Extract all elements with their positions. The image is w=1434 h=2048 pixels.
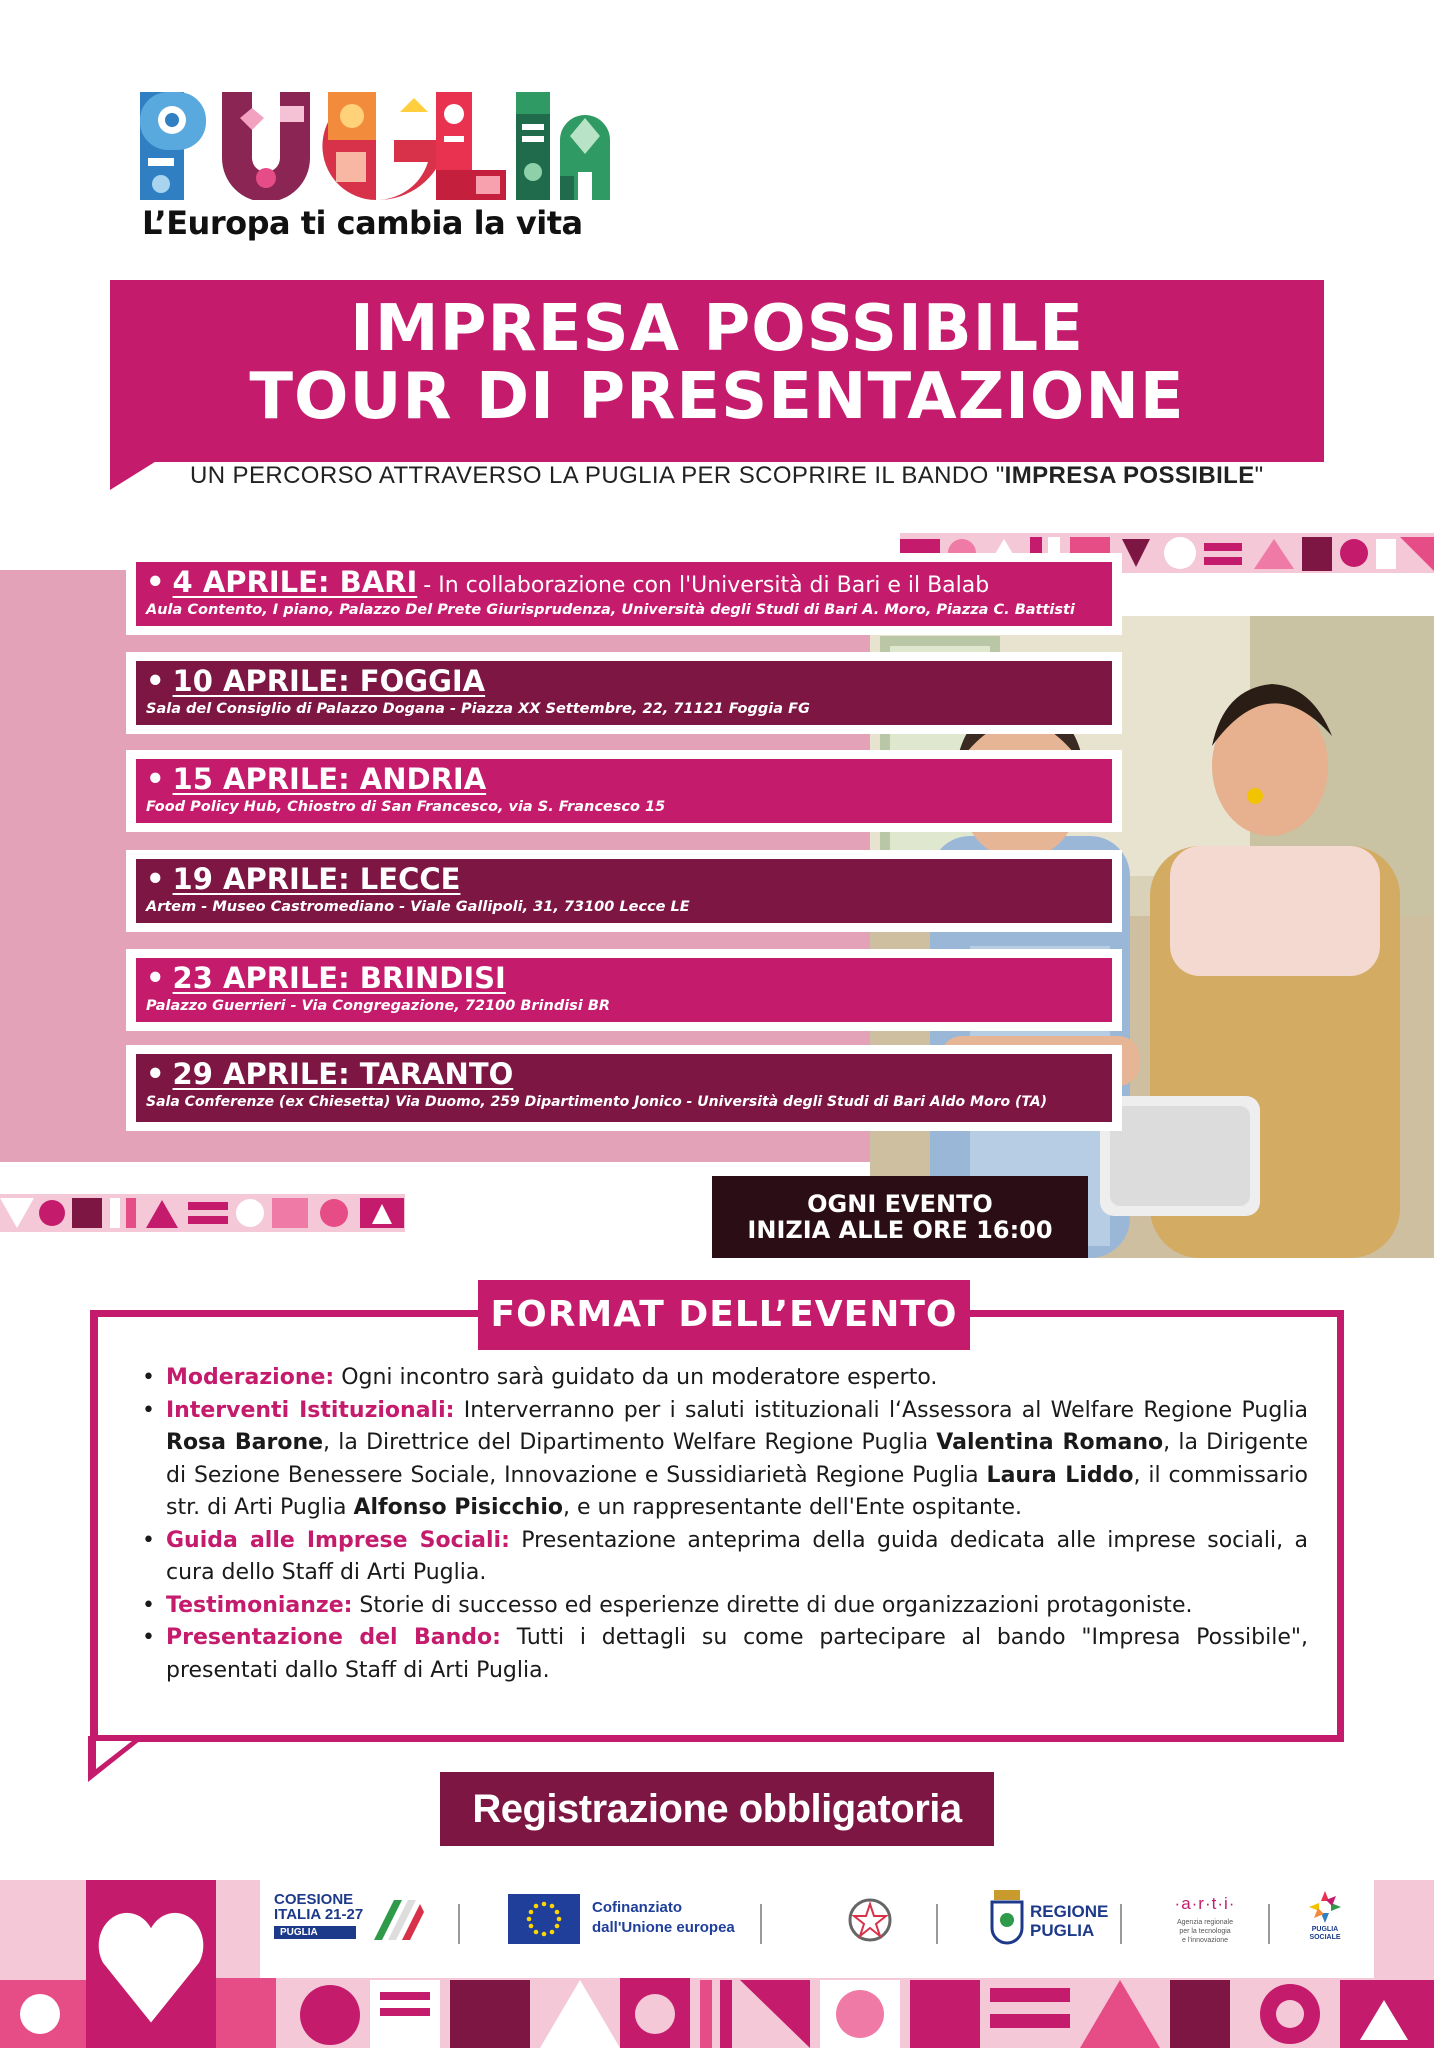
coesione-flag-icon — [370, 1894, 424, 1944]
event-title — [146, 961, 1112, 995]
format-item-text: Tutti i dettagli su come partecipare al bando "Impresa Possibile", presentati dallo Staff di Arti Puglia. — [166, 1625, 1309, 1683]
regione-line-2: PUGLIA — [1030, 1921, 1095, 1940]
event-bar — [136, 661, 1112, 725]
format-box-tail-inner — [96, 1741, 132, 1769]
event-card-foggia — [126, 652, 1122, 734]
speaker-name: Valentina Romano — [936, 1430, 1164, 1455]
coesione-italia-logo — [274, 1892, 363, 1939]
subtitle-pre: UN PERCORSO ATTRAVERSO LA PUGLIA PER SCOPRIRE IL BANDO " — [190, 462, 1005, 489]
format-item-label: Interventi Istituzionali: — [166, 1397, 455, 1423]
format-item-text: , e un rappresentante dell'Ente ospitante. — [562, 1495, 1023, 1520]
event-date-city: 23 APRILE: BRINDISI — [172, 961, 506, 995]
event-card-brindisi — [126, 949, 1122, 1031]
event-title — [146, 762, 1112, 796]
divider — [760, 1904, 762, 1944]
bullet-icon: • — [146, 1057, 165, 1091]
event-title — [146, 664, 1112, 698]
eu-logo-text — [592, 1898, 735, 1938]
logo-letter-l — [436, 92, 506, 200]
title-line-1: IMPRESA POSSIBILE — [350, 292, 1084, 366]
event-bar — [136, 958, 1112, 1022]
divider — [1268, 1904, 1270, 1944]
format-title: FORMAT DELL’EVENTO — [478, 1280, 970, 1350]
event-title — [146, 1057, 1112, 1091]
event-bar — [136, 1054, 1112, 1122]
regione-puglia-crest-icon — [990, 1890, 1024, 1946]
coesione-line-1: COESIONE — [274, 1891, 354, 1908]
divider — [1120, 1904, 1122, 1944]
format-item-text: Ogni incontro sarà guidato da un moderatore esperto. — [334, 1365, 938, 1390]
event-venue: Palazzo Guerrieri - Via Congregazione, 72100 Brindisi BR — [146, 998, 611, 1014]
tagline: L’Europa ti cambia la vita — [142, 204, 583, 242]
format-item-text: , la Dirigente di Sezione Benessere Sociale, Innovazione e Sussidiarietà Regione Puglia — [166, 1430, 1308, 1488]
format-item-label: Presentazione del Bando: — [166, 1625, 501, 1650]
start-time-line-2: INIZIA ALLE ORE 16:00 — [747, 1216, 1053, 1244]
bullet-icon: • — [146, 664, 165, 698]
event-card-andria — [126, 750, 1122, 832]
partner-logos — [260, 1880, 1374, 1978]
eu-line-2: dall'Unione europea — [592, 1919, 735, 1936]
event-extra: - In collaborazione con l'Università di Bari e il Balab — [423, 573, 990, 598]
format-item-bando — [140, 1622, 1308, 1687]
bullet-icon: • — [146, 862, 165, 896]
arti-sub-1: Agenzia regionale — [1176, 1919, 1234, 1926]
event-title — [146, 565, 1112, 599]
bullet-icon: • — [146, 961, 165, 995]
format-list — [140, 1362, 1308, 1687]
puglia-sociale-line-1: PUGLIA — [1311, 1926, 1339, 1933]
title-banner-tail — [110, 460, 158, 490]
speaker-name: Laura Liddo — [986, 1462, 1134, 1488]
event-venue: Artem - Museo Castromediano - Viale Gallipoli, 31, 73100 Lecce LE — [146, 899, 690, 915]
logo-letter-i — [516, 92, 550, 200]
arti-name: ·a·r·t·i· — [1174, 1894, 1236, 1913]
event-venue: Food Policy Hub, Chiostro di San Francesco, via S. Francesco 15 — [146, 799, 666, 815]
arti-sub-3: e l'innovazione — [1181, 1937, 1229, 1944]
format-item-text: Interverranno per i saluti istituzionali l‘Assessora al Welfare Regione Puglia — [454, 1397, 1308, 1423]
subtitle-bold: IMPRESA POSSIBILE — [1004, 462, 1255, 489]
puglia-logo — [140, 92, 610, 200]
event-card-bari — [126, 553, 1122, 635]
format-item-label: Testimonianze: — [166, 1592, 353, 1618]
arti-sub-2: per la tecnologia — [1179, 1928, 1231, 1935]
logo-letter-g — [322, 92, 446, 200]
event-bar — [136, 562, 1112, 626]
event-date-city: 10 APRILE: FOGGIA — [172, 664, 486, 698]
coesione-line-2: ITALIA 21-27 — [274, 1906, 364, 1923]
format-item-label: Moderazione: — [166, 1365, 335, 1390]
eu-flag-icon — [508, 1894, 580, 1944]
decorative-pattern-strip-left — [0, 1194, 405, 1232]
start-time-box — [712, 1176, 1088, 1258]
puglia-sociale-line-2: SOCIALE — [1309, 1934, 1341, 1941]
bullet-icon: • — [146, 565, 165, 599]
coesione-tag: PUGLIA — [274, 1926, 356, 1939]
start-time-line-1: OGNI EVENTO — [807, 1190, 993, 1218]
event-date-city: 15 APRILE: ANDRIA — [172, 762, 487, 796]
speaker-name: Rosa Barone — [166, 1430, 324, 1455]
title-line-2: TOUR DI PRESENTAZIONE — [249, 360, 1185, 434]
event-venue: Sala del Consiglio di Palazzo Dogana - Piazza XX Settembre, 22, 71121 Foggia FG — [146, 701, 810, 717]
format-item-text: , il commissario str. di Arti Puglia — [166, 1462, 1308, 1520]
event-date-city: 19 APRILE: LECCE — [172, 862, 461, 896]
italian-republic-emblem-icon — [846, 1894, 894, 1946]
format-item-interventi — [140, 1395, 1308, 1525]
event-title — [146, 862, 1112, 896]
event-date-city: 4 APRILE: BARI — [172, 565, 418, 599]
regione-puglia-text — [1030, 1902, 1108, 1940]
event-venue: Aula Contento, I piano, Palazzo Del Prete Giurisprudenza, Università degli Studi di Bari A. Moro, Piazza C. Battisti — [146, 602, 1075, 618]
event-card-taranto — [126, 1045, 1122, 1131]
arti-logo — [1160, 1894, 1250, 1945]
puglia-sociale-star-icon — [1308, 1890, 1342, 1924]
subtitle-post: " — [1254, 462, 1264, 489]
puglia-sociale-text — [1302, 1926, 1348, 1942]
event-bar — [136, 859, 1112, 923]
format-item-text: Storie di successo ed esperienze dirette di due organizzazioni protagoniste. — [352, 1592, 1193, 1618]
logo-letter-a — [560, 115, 610, 200]
registration-button[interactable]: Registrazione obbligatoria — [440, 1772, 994, 1846]
format-item-text: Presentazione anteprima della guida dedicata alle imprese sociali, a cura dello Staff di Arti Puglia. — [166, 1527, 1308, 1585]
regione-line-1: REGIONE — [1030, 1902, 1109, 1921]
bullet-icon: • — [146, 762, 165, 796]
divider — [458, 1904, 460, 1944]
divider — [936, 1904, 938, 1944]
format-item-text: , la Direttrice del Dipartimento Welfare Regione Puglia — [323, 1430, 937, 1455]
subtitle — [190, 462, 1264, 490]
logo-letter-u — [222, 92, 310, 200]
speaker-name: Alfonso Pisicchio — [353, 1495, 563, 1520]
event-card-lecce — [126, 850, 1122, 932]
eu-line-1: Cofinanziato — [592, 1899, 682, 1916]
logo-letter-p — [140, 92, 206, 200]
format-item-moderazione — [140, 1362, 1308, 1395]
event-date-city: 29 APRILE: TARANTO — [172, 1057, 514, 1091]
event-venue: Sala Conferenze (ex Chiesetta) Via Duomo, 259 Dipartimento Jonico - Università degli Studi di Bari Aldo Moro (TA) — [146, 1094, 1048, 1110]
format-item-guida — [140, 1525, 1308, 1590]
event-bar — [136, 759, 1112, 823]
format-item-testimonianze — [140, 1590, 1308, 1623]
format-item-label: Guida alle Imprese Sociali: — [166, 1527, 510, 1553]
